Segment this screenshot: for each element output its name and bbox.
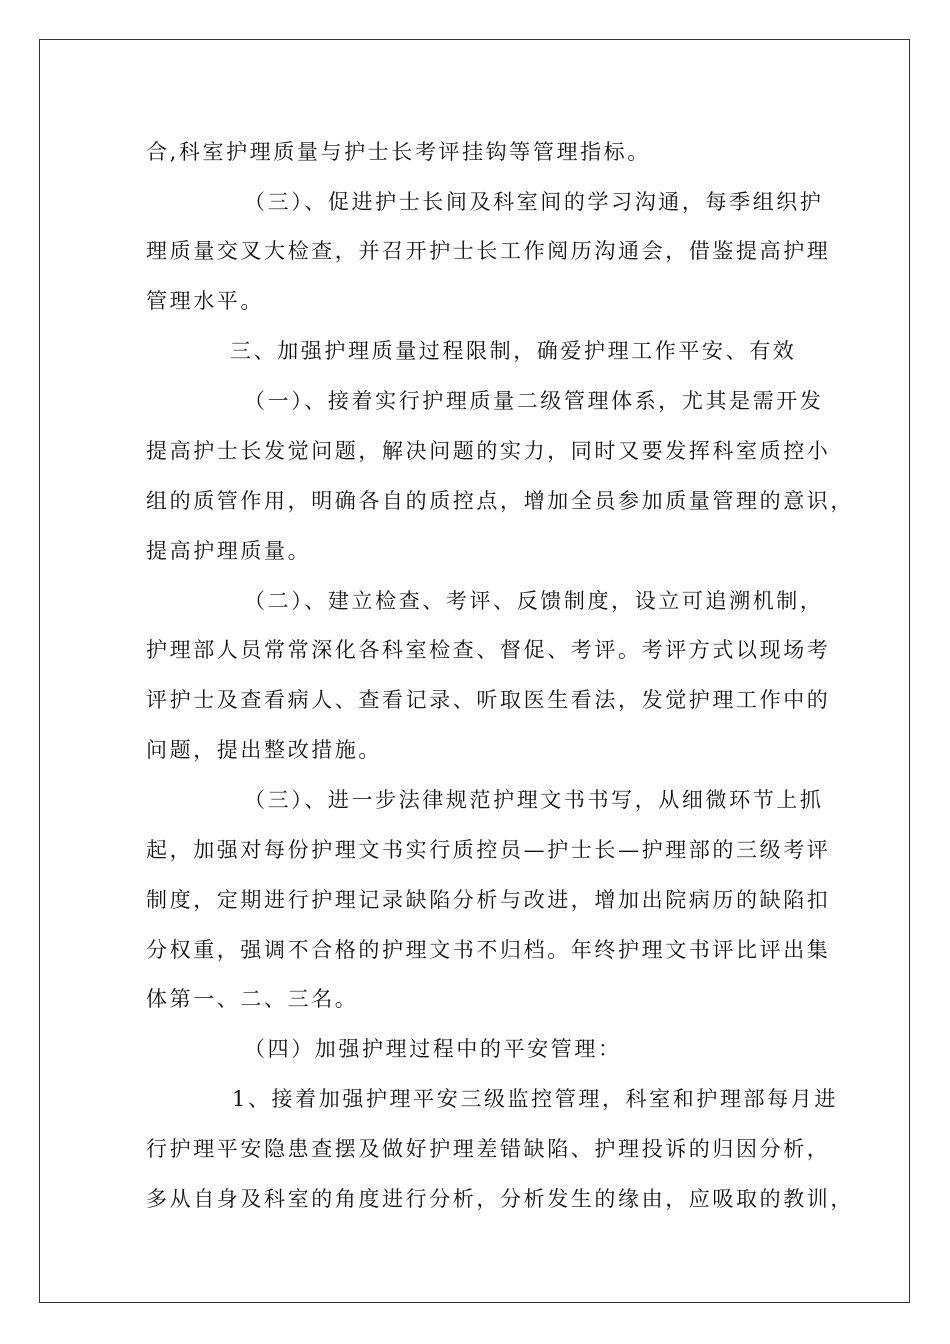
text-line: 护理部人员常常深化各科室检查、督促、考评。考评方式以现场考 [146,638,831,662]
text-line: （三）、进一步法律规范护理文书书写，从细微环节上抓 [244,788,824,812]
text-line: 理质量交叉大检查，并召开护士长工作阅历沟通会，借鉴提高护理 [146,239,831,263]
text-line: 提高护理质量。 [146,539,312,563]
text-line: （三）、促进护士长间及科室间的学习沟通，每季组织护 [244,190,824,214]
text-line: 合,科室护理质量与护士长考评挂钩等管理指标。 [146,140,651,164]
text-line: 组的质管作用，明确各自的质控点，增加全员参加质量管理的意识， [146,489,854,513]
text-line: 起，加强对每份护理文书实行质控员—护士长—护理部的三级考评 [146,838,831,862]
text-line: 制度，定期进行护理记录缺陷分析与改进，增加出院病历的缺陷扣 [146,888,831,912]
text-line: （四）加强护理过程中的平安管理： [244,1037,622,1061]
text-line: （一）、接着实行护理质量二级管理体系，尤其是需开发 [244,389,824,413]
text-line: 问题，提出整改措施。 [146,738,382,762]
text-line: 提高护士长发觉问题，解决问题的实力，同时又要发挥科室质控小 [146,439,831,463]
text-line: 评护士及查看病人、查看记录、听取医生看法，发觉护理工作中的 [146,688,831,712]
text-line: 行护理平安隐患查摆及做好护理差错缺陷、护理投诉的归因分析， [146,1137,831,1161]
text-line: 1、接着加强护理平安三级监控管理，科室和护理部每月进 [232,1087,838,1111]
text-line: （二）、建立检查、考评、反馈制度，设立可追溯机制， [244,589,824,613]
section-heading: 三、加强护理质量过程限制，确爱护理工作平安、有效 [230,339,797,363]
text-line: 多从自身及科室的角度进行分析，分析发生的缘由，应吸取的教训， [146,1187,854,1211]
text-line: 管理水平。 [146,289,264,313]
text-line: 体第一、二、三名。 [146,987,359,1011]
text-line: 分权重，强调不合格的护理文书不归档。年终护理文书评比评出集 [146,938,831,962]
